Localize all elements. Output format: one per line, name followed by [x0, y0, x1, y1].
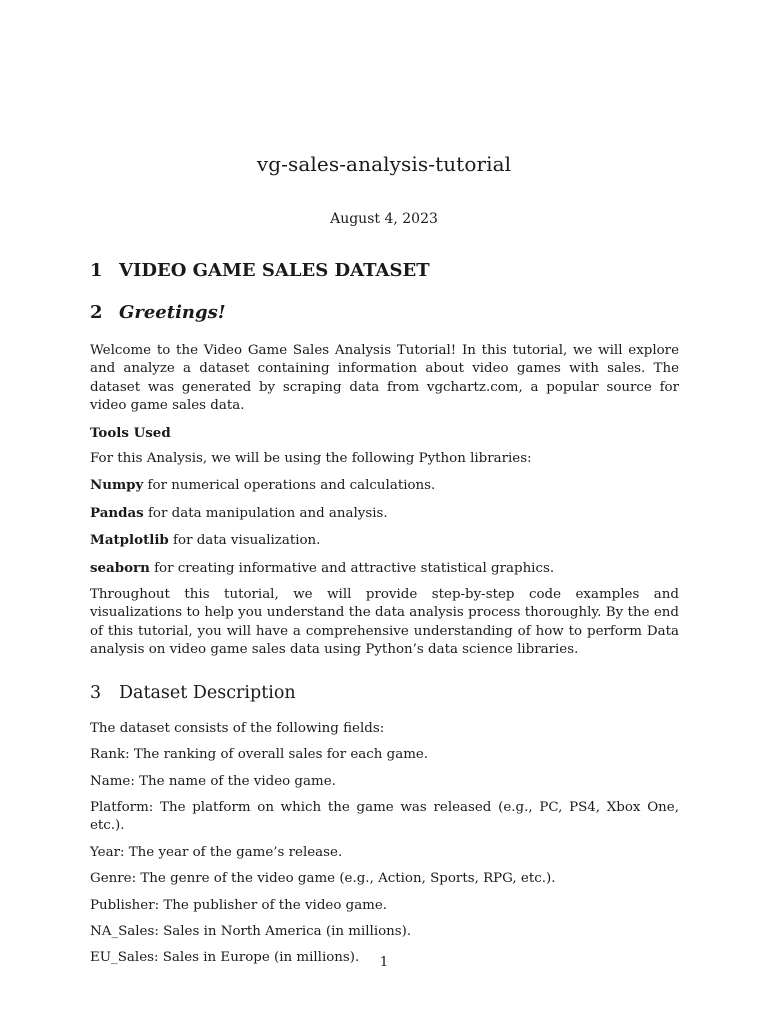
closing-paragraph: Throughout this tutorial, we will provide step-by-step code examples and visualizations to help you understand the data analysis process thoroughly. By the end of this tutorial, you will have a comprehensive understanding of how to perform Data analysis on video game sales data using Python’s data science libraries.: [90, 587, 679, 658]
section-heading-1: [90, 258, 679, 284]
dataset-intro: The dataset consists of the following fields:: [90, 720, 385, 736]
library-name: seaborn: [90, 559, 150, 576]
library-item: [90, 504, 679, 523]
library-item: [90, 531, 679, 550]
document-body: [90, 258, 679, 976]
library-name: Matplotlib: [90, 532, 169, 549]
section-heading-2: [90, 300, 679, 326]
tools-intro: For this Analysis, we will be using the following Python libraries:: [90, 451, 532, 467]
section-number: 2: [90, 302, 103, 323]
library-desc: for numerical operations and calculations.: [143, 478, 436, 494]
library-desc: for creating informative and attractive statistical graphics.: [149, 560, 555, 576]
library-item: [90, 559, 679, 578]
field-item: NA_Sales: Sales in North America (in millions).: [90, 923, 412, 939]
tools-heading: Tools Used: [90, 424, 171, 441]
field-item: Year: The year of the game’s release.: [90, 844, 343, 860]
section-title: Dataset Description: [119, 682, 296, 703]
field-item: Rank: The ranking of overall sales for each game.: [90, 747, 429, 763]
field-item: Platform: The platform on which the game was released (e.g., PC, PS4, Xbox One, etc.).: [90, 799, 679, 834]
field-item: Publisher: The publisher of the video game.: [90, 897, 388, 913]
library-desc: for data visualization.: [168, 533, 321, 549]
page-number: 1: [379, 955, 389, 970]
library-name: Numpy: [90, 477, 144, 494]
section-title: Greetings!: [119, 302, 226, 323]
section-title: VIDEO GAME SALES DATASET: [119, 260, 430, 281]
field-item: EU_Sales: Sales in Europe (in millions).: [90, 950, 360, 966]
library-name: Pandas: [90, 504, 144, 521]
section-number: 1: [90, 260, 103, 281]
library-desc: for data manipulation and analysis.: [143, 505, 388, 521]
intro-paragraph: Welcome to the Video Game Sales Analysis Tutorial! In this tutorial, we will explore and analyze a dataset containing information about video games with sales. The dataset was generated by scraping data from vgchartz.com, a popular source for video game sales data.: [90, 343, 679, 414]
field-item: Genre: The genre of the video game (e.g., Action, Sports, RPG, etc.).: [90, 871, 556, 887]
field-item: Name: The name of the video game.: [90, 773, 336, 789]
library-item: [90, 476, 679, 495]
section-heading-3: [90, 680, 679, 706]
document-title: vg-sales-analysis-tutorial: [256, 152, 512, 176]
document-date: August 4, 2023: [330, 211, 438, 227]
section-number: 3: [90, 682, 102, 703]
